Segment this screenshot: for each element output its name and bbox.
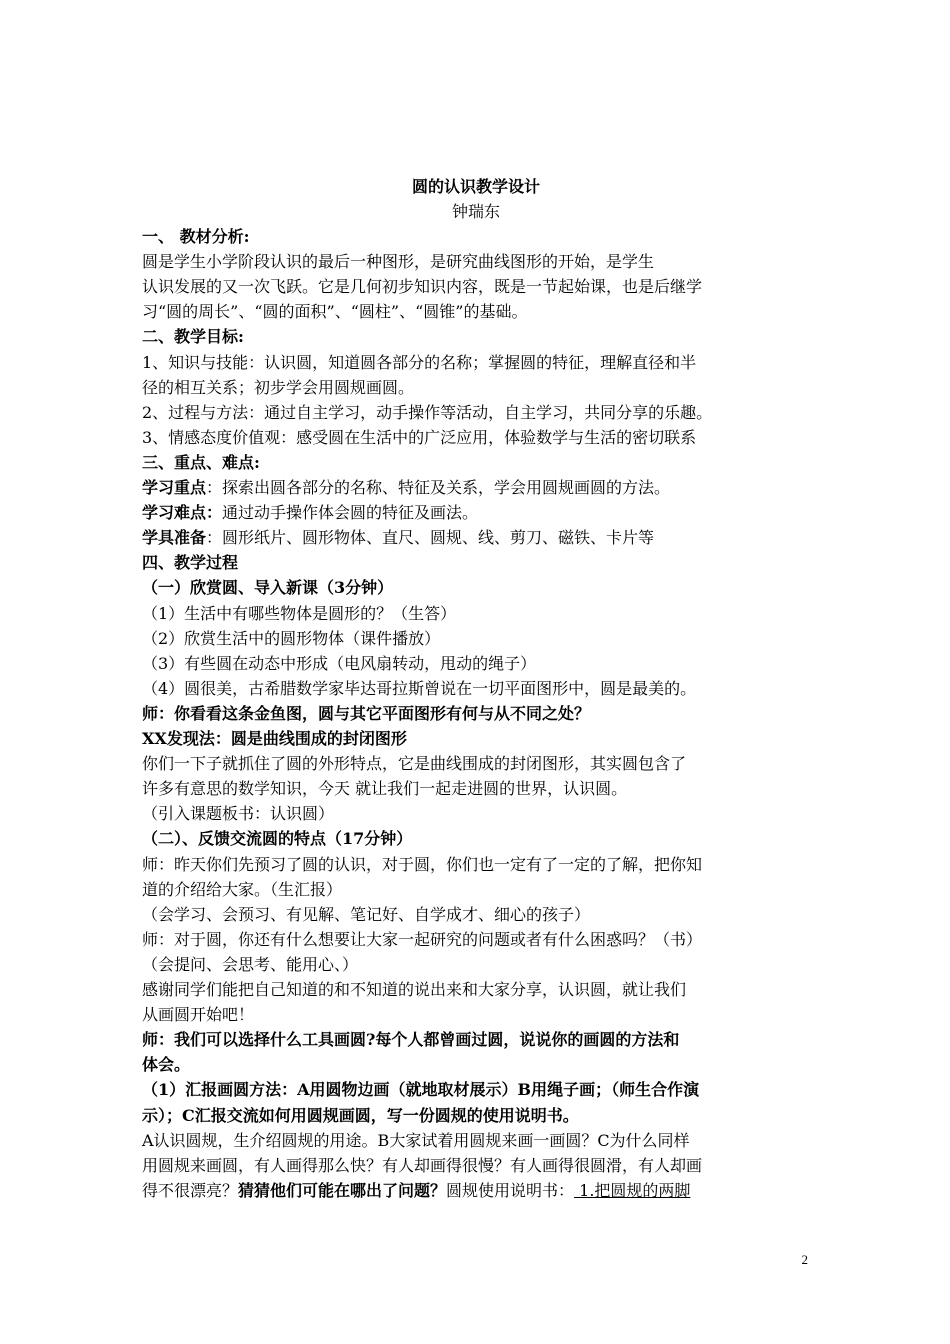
body-line: 学习难点：通过动手操作体会圆的特征及画法。 bbox=[142, 503, 479, 523]
body-line: 径的相互关系；初步学会用圆规画圆。 bbox=[142, 377, 415, 397]
body-line: 四、教学过程 bbox=[142, 553, 239, 573]
body-line: 二、教学目标: bbox=[142, 327, 244, 347]
body-line: 1、知识与技能：认识圆，知道圆各部分的名称；掌握圆的特征，理解直径和半 bbox=[142, 352, 697, 372]
body-line: 示）；C汇报交流如何用圆规画圆，写一份圆规的使用说明书。 bbox=[142, 1105, 579, 1125]
body-line: （会提问、会思考、能用心、） bbox=[142, 954, 359, 974]
body-line: 3、情感态度价值观：感受圆在生活中的广泛应用，体验数学与生活的密切联系 bbox=[142, 427, 697, 447]
body-line: 感谢同学们能把自己知道的和不知道的说出来和大家分享，认识圆，就让我们 bbox=[142, 980, 687, 999]
body-line: 师：对于圆，你还有什么想要让大家一起研究的问题或者有什么困惑吗？（书） bbox=[142, 929, 703, 949]
body-line: 认识发展的又一次飞跃。它是几何初步知识内容，既是一节起始课，也是后继学 bbox=[142, 277, 703, 297]
body-line: 2、过程与方法：通过自主学习，动手操作等活动，自主学习，共同分享的乐趣。 bbox=[142, 402, 713, 422]
body-line: （2）欣赏生活中的圆形物体（课件播放） bbox=[142, 628, 441, 648]
body-line: 师：昨天你们先预习了圆的认识，对于圆，你们也一定有了一定的了解，把你知 bbox=[142, 854, 703, 874]
body-line: （1）汇报画圆方法：A用圆物边画（就地取材展示）B用绳子画；（师生合作演 bbox=[142, 1080, 700, 1100]
bold-label: 学具准备 bbox=[142, 528, 207, 548]
body-line: XX发现法：圆是曲线围成的封闭图形 bbox=[142, 729, 407, 748]
underlined-text: 1.把圆规的两脚 bbox=[574, 1180, 691, 1200]
body-line: 用圆规来画圆，有人画得那么快？有人却画得很慢？有人画得很圆滑，有人却画 bbox=[142, 1155, 703, 1175]
body-line: （3）有些圆在动态中形成（电风扇转动，甩动的绳子） bbox=[142, 653, 537, 673]
body-line: 圆是学生小学阶段认识的最后一种图形，是研究曲线图形的开始，是学生 bbox=[142, 252, 655, 272]
body-line: （一）欣赏圆、导入新课（3分钟） bbox=[142, 578, 394, 598]
bold-label: 学习重点 bbox=[142, 478, 207, 497]
body-line: 你们一下子就抓住了圆的外形特点，它是曲线围成的封闭图形，其实圆包含了 bbox=[142, 754, 687, 774]
body-line: 许多有意思的数学知识，今天 就让我们一起走进圆的世界，认识圆。 bbox=[142, 779, 628, 799]
body-line: （1）生活中有哪些物体是圆形的？（生答） bbox=[142, 603, 457, 623]
body-line: 学习重点：探索出圆各部分的名称、特征及关系，学会用圆规画圆的方法。 bbox=[142, 478, 671, 497]
body-line: 得不很漂亮？猜猜他们可能在哪出了问题？圆规使用说明书： 1.把圆规的两脚 bbox=[142, 1180, 691, 1200]
body-line: （4）圆很美，古希腊数学家毕达哥拉斯曾说在一切平面图形中，圆是最美的。 bbox=[142, 678, 697, 698]
body-line: 道的介绍给大家。（生汇报） bbox=[142, 879, 343, 899]
bold-label: 学习难点： bbox=[142, 503, 223, 523]
body-line: （引入课题板书：认识圆） bbox=[142, 804, 335, 824]
body-line: （二）、反馈交流圆的特点（17分钟） bbox=[142, 829, 413, 849]
document-title: 圆的认识教学设计 bbox=[411, 177, 540, 196]
body-line: A认识圆规，生介绍圆规的用途。B大家试着用圆规来画一画圆？C为什么同样 bbox=[142, 1130, 690, 1150]
body-line: 学具准备：圆形纸片、圆形物体、直尺、圆规、线、剪刀、磁铁、卡片等 bbox=[142, 528, 655, 548]
body-line: 体会。 bbox=[142, 1055, 191, 1075]
body-line: 习“圆的周长”、“圆的面积”、“圆柱”、“圆锥”的基础。 bbox=[142, 302, 528, 322]
body-line: 师：我们可以选择什么工具画圆?每个人都曾画过圆，说说你的画圆的方法和 bbox=[142, 1030, 680, 1050]
page-number: 2 bbox=[801, 1252, 808, 1267]
body-line: （会学习、会预习、有见解、笔记好、自学成才、细心的孩子） bbox=[142, 904, 591, 924]
document-author: 钟瑞东 bbox=[451, 202, 500, 221]
body-line: 从画圆开始吧！ bbox=[142, 1005, 255, 1025]
body-line: 师：你看看这条金鱼图，圆与其它平面图形有何与从不同之处？ bbox=[142, 703, 591, 723]
body-line: 一、 教材分析: bbox=[142, 227, 250, 246]
bold-question: 猜猜他们可能在哪出了问题？ bbox=[238, 1180, 447, 1200]
body-line: 三、重点、难点: bbox=[142, 452, 260, 472]
